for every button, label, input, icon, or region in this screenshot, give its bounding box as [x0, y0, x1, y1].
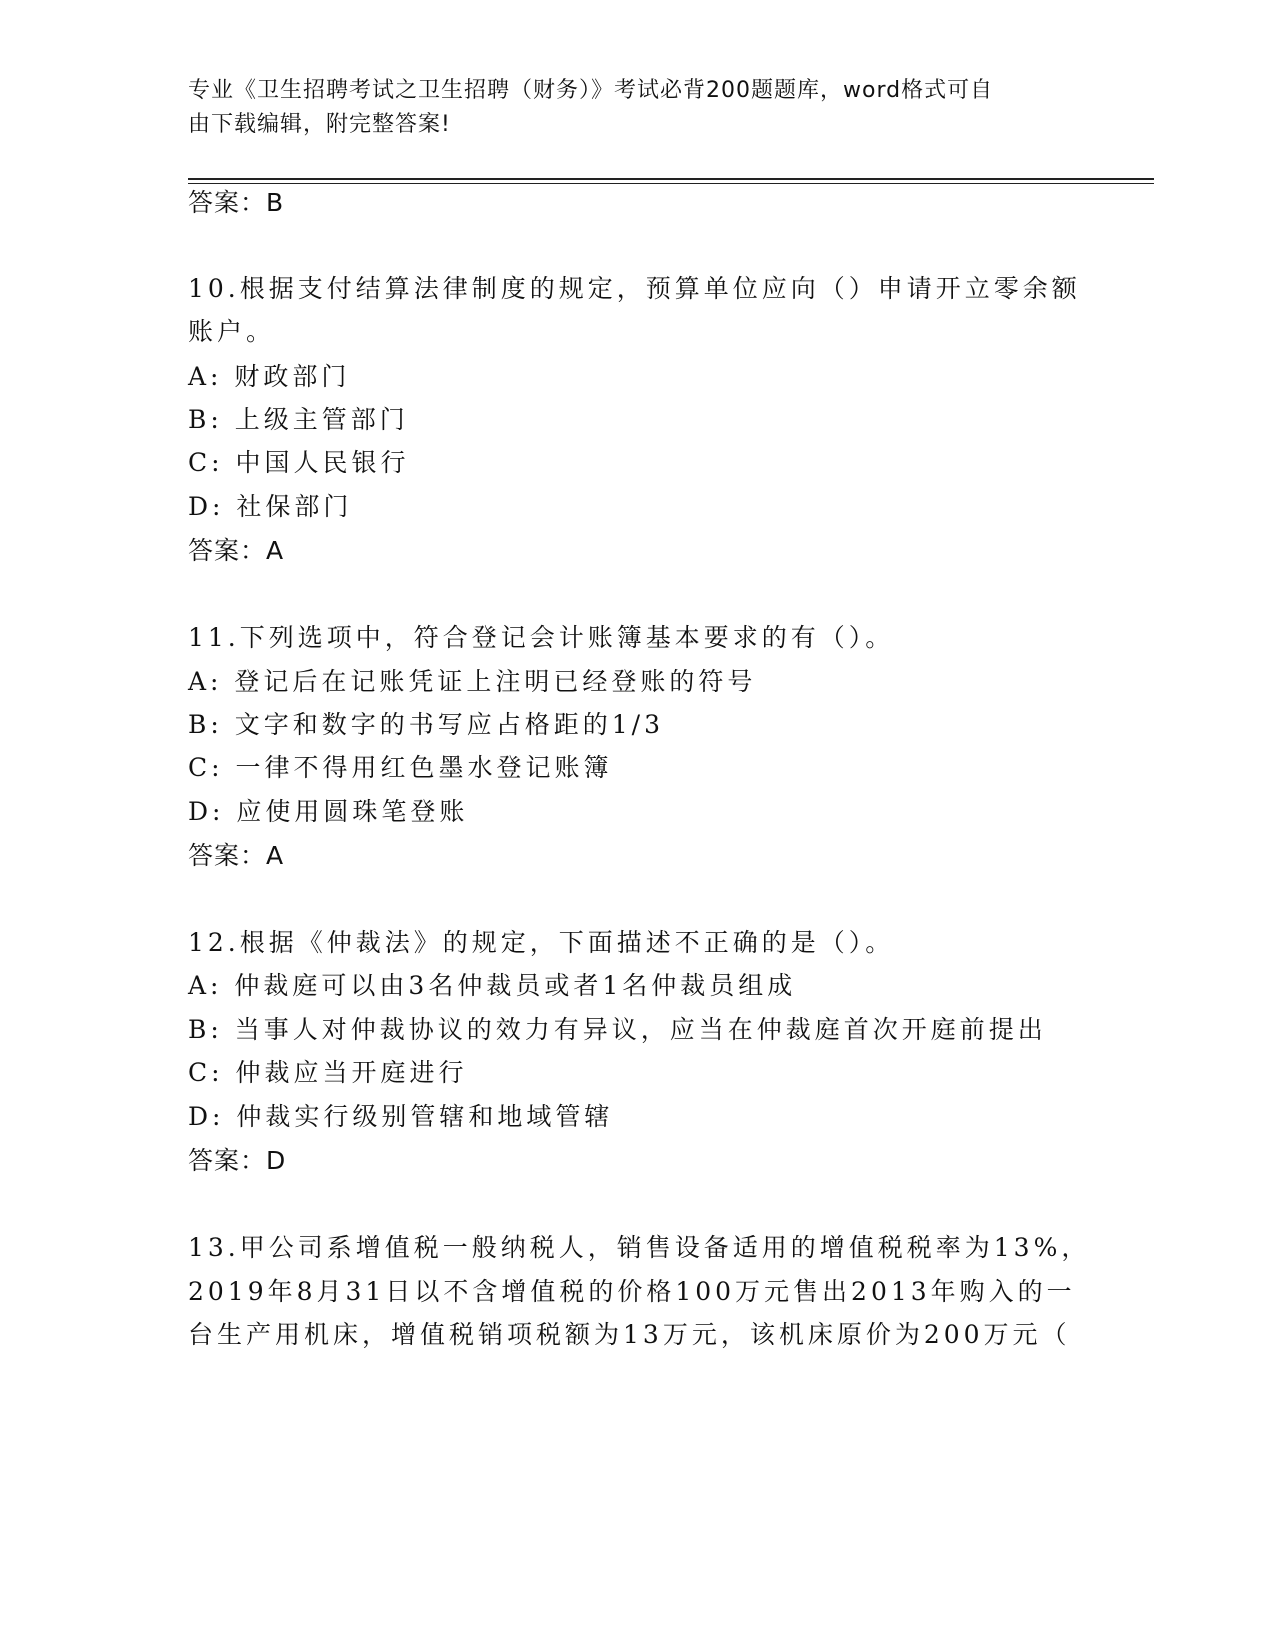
answer-12: 答案：D: [188, 1146, 287, 1175]
question-10-line-1: 10.根据支付结算法律制度的规定，预算单位应向（）申请开立零余额: [188, 274, 1081, 303]
question-10-line-2: 账户。: [188, 317, 276, 346]
header-line-1: 专业《卫生招聘考试之卫生招聘（财务）》考试必背200题题库，word格式可自: [188, 78, 994, 103]
question-10-option-a: A: 财政部门: [188, 362, 351, 391]
question-10-option-b: B: 上级主管部门: [188, 405, 409, 434]
question-11-line-1: 11.下列选项中，符合登记会计账簿基本要求的有（）。: [188, 623, 895, 652]
document-header: [188, 74, 1088, 142]
header-divider-thin: [188, 183, 1154, 184]
question-12-line-1: 12.根据《仲裁法》的规定，下面描述不正确的是（）。: [188, 928, 895, 957]
header-line-2: 由下载编辑，附完整答案!: [188, 112, 451, 137]
question-12-option-d: D: 仲裁实行级别管辖和地域管辖: [188, 1102, 614, 1131]
question-13-line-1: 13.甲公司系增值税一般纳税人，销售设备适用的增值税税率为13%，: [188, 1233, 1091, 1262]
question-13-line-3: 台生产用机床，增值税销项税额为13万元，该机床原价为200万元（: [188, 1320, 1071, 1349]
question-10-option-d: D: 社保部门: [188, 492, 353, 521]
question-11-option-c: C: 一律不得用红色墨水登记账簿: [188, 753, 613, 782]
question-12-option-c: C: 仲裁应当开庭进行: [188, 1058, 468, 1087]
question-10-option-c: C: 中国人民银行: [188, 448, 410, 477]
question-11-option-a: A: 登记后在记账凭证上注明已经登账的符号: [188, 667, 757, 696]
answer-9: 答案：B: [188, 188, 285, 217]
answer-11: 答案：A: [188, 841, 285, 870]
question-13-line-2: 2019年8月31日以不含增值税的价格100万元售出2013年购入的一: [188, 1277, 1076, 1306]
question-12-option-b: B: 当事人对仲裁协议的效力有异议，应当在仲裁庭首次开庭前提出: [188, 1015, 1047, 1044]
header-divider-thick: [188, 178, 1154, 180]
question-12-option-a: A: 仲裁庭可以由3名仲裁员或者1名仲裁员组成: [188, 971, 797, 1000]
question-11-option-d: D: 应使用圆珠笔登账: [188, 797, 469, 826]
answer-10: 答案：A: [188, 536, 285, 565]
question-11-option-b: B: 文字和数字的书写应占格距的1/3: [188, 710, 664, 739]
